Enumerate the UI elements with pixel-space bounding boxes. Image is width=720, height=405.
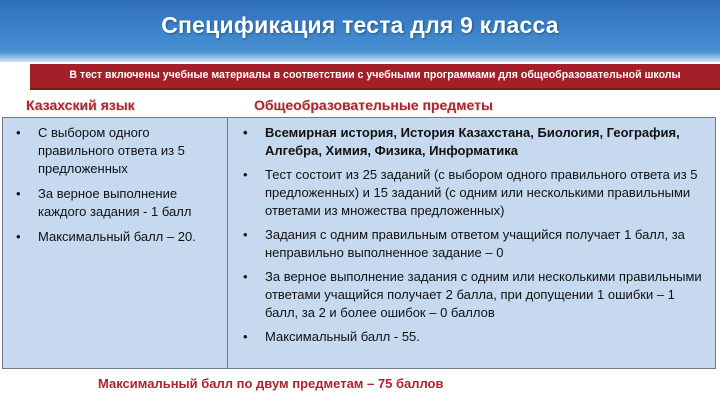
subjects-list-item: • Всемирная история, История Казахстана, Биология, География, Алгебра, Химия, Физика, Информатика: [265, 124, 705, 160]
list-item: • Максимальный балл - 55.: [265, 328, 705, 346]
list-item: • Задания с одним правильным ответом учащийся получает 1 балл, за неправильно выполненное задание – 0: [265, 226, 705, 262]
footer-max-score: Максимальный балл по двум предметам – 75 баллов: [98, 376, 444, 391]
list-item: • Максимальный балл – 20.: [38, 228, 219, 246]
subtitle-band: [30, 64, 720, 90]
slide-title: Спецификация теста для 9 класса: [161, 12, 559, 38]
specification-table: [2, 117, 716, 369]
list-item: • За верное выполнение задания с одним или несколькими правильными ответами учащийся получает 2 балла, при допущении 1 ошибки – 1 балл, за 2 и более ошибок – 0 баллов: [265, 268, 705, 322]
list-item: • За верное выполнение каждого задания - 1 балл: [38, 185, 219, 221]
subtitle-text: В тест включены учебные материалы в соответствии с учебными программами для общеобразовательной школы: [69, 69, 681, 81]
general-subjects-list: [265, 124, 705, 352]
column-heading-kazakh: Казахский язык: [26, 97, 135, 113]
kazakh-list: [38, 124, 219, 253]
kazakh-cell: [3, 118, 228, 368]
list-item: • С выбором одного правильного ответа из 5 предложенных: [38, 124, 219, 178]
list-item: • Тест состоит из 25 заданий (с выбором одного правильного ответа из 5 предложенных) и 15 заданий (с одним или несколькими правильными ответами из множества предложенных): [265, 166, 705, 220]
column-heading-general: Общеобразовательные предметы: [254, 97, 493, 113]
general-subjects-cell: [228, 118, 715, 368]
